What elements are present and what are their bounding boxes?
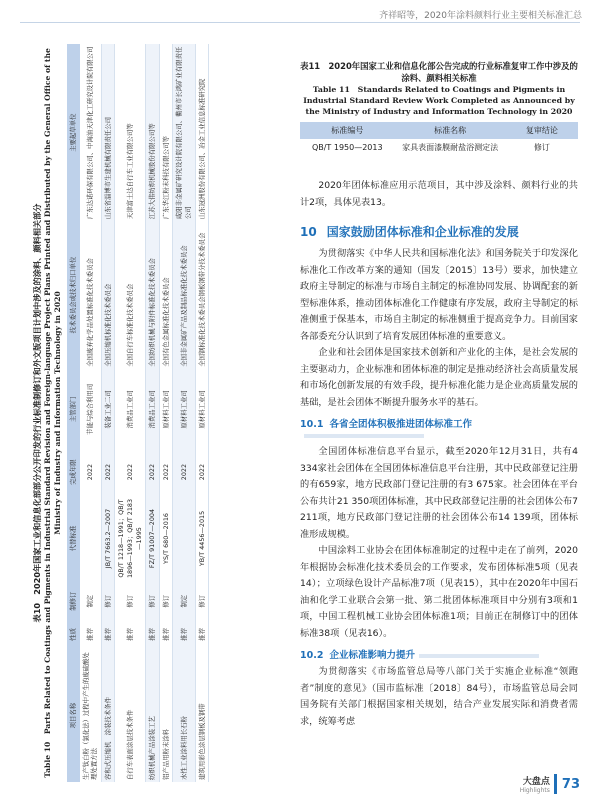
- cell-drafter: 山东省淄博市生建机械有限责任公司: [101, 44, 115, 221]
- table11: [300, 122, 578, 156]
- table11-caption-cn: 表11 2020年国家工业和信息化部公告完成的行业标准复审工作中涉及的涂料、颜料相关标准: [300, 61, 578, 83]
- table11-header: 标准编号: [300, 122, 395, 139]
- cell-drafter: 天津富士达自行车工业有限公司等: [115, 44, 146, 221]
- cell-replace: [80, 494, 102, 583]
- cell-name: 家具表面漆膜耐盐浴测定法: [402, 143, 499, 152]
- footer-brand-cn: 大盘点: [522, 777, 550, 787]
- table10-header: 代替标准: [67, 494, 80, 583]
- table-row: [146, 44, 160, 782]
- section-title: 国家鼓励团体标准和企业标准的发展: [326, 225, 519, 239]
- table11-header-row: [300, 122, 578, 139]
- cell-nature: 推荐: [173, 620, 195, 650]
- cell-dept: 原材料工业司: [173, 369, 195, 450]
- cell-name: 水性工业涂料用长石粉: [173, 649, 195, 782]
- cell-code: QB/T 1950—2013: [311, 143, 383, 152]
- cell-drafter: 山东冠洲股份有限公司、冶金工业信息标准研究院: [195, 44, 209, 221]
- cell-dept: 原材料工业司: [195, 369, 209, 450]
- table10-caption-en: Table 10 Parts Related to Coatings and Pigments in Industrial Standard Revision and Foreign-language Project Plans Printed and Distributed by the General Office of the Ministry of Industry and Information Technology in 2020: [43, 48, 62, 778]
- table11-header: 复审结论: [506, 122, 578, 139]
- cell-tc: 全国钢标准化技术委员会钢板钢带分技术委员会: [195, 221, 209, 369]
- table-row: [195, 44, 209, 782]
- table10-header: 主管部门: [67, 369, 80, 450]
- heading-decoration: [304, 434, 424, 438]
- table10: [67, 44, 209, 782]
- page-footer: [520, 774, 580, 794]
- cell-replace: YS/T 680—2016: [159, 494, 173, 583]
- heading-decoration: [419, 654, 539, 658]
- cell-type: 修订: [146, 583, 160, 620]
- cell-dept: 原材料工业司: [159, 369, 173, 450]
- cell-replace: JB/T 7663.2—2007: [101, 494, 115, 583]
- table-row: [173, 44, 195, 782]
- paragraph: 为贯彻落实《中华人民共和国标准化法》和国务院关于印发深化标准化工作改革方案的通知（国发〔2015〕13号）要求，加快建立政府主导制定的标准与市场自主制定的标准协同发展、协调配套的新型标准体系，推动团体标准化工作健康有序发展，政府主导制定的标准侧重于保基本，市场自主制定的标准侧重于提高竞争力。目前国家各部委充分认识到了培育发展团体标准的重要意义。: [300, 248, 578, 342]
- table11-caption-en: Table 11 Standards Related to Coatings and Pigments in Industrial Standard Review Work Completed as Announced by the Ministry of Industry and Information Technology in 2020: [303, 85, 575, 116]
- cell-nature: 推荐: [195, 620, 209, 650]
- cell-drafter: 广东达诺环保有限公司、中海油天津化工研究设计院有限公司: [80, 44, 102, 221]
- cell-replace: FZ/T 91007—2004: [146, 494, 160, 583]
- table-row: [80, 44, 102, 782]
- paragraph: 全国团体标准信息平台显示，截至2020年12月31日，共有4 334家社会团体在全国团体标准信息平台注册，其中民政部登记注册的有659家，地方民政部门登记注册的有3 675家。社会团体在平台公布共计21 350项团体标准，其中民政部登记注册的社会团体公布7 211项，地方民政部门登记注册的社会团体公布14 139项，团体标准形成规模。: [300, 446, 578, 540]
- table-row: [159, 44, 173, 782]
- running-header: 齐祥昭等，2020年涂料颜料行业主要相关标准汇总: [379, 11, 582, 21]
- main-column: [300, 60, 578, 730]
- cell-replace: QB/T 1218—1991；QB/T 1896—1993；QB/T 2183—1995: [115, 494, 146, 583]
- cell-dept: 消费品工业司: [146, 369, 160, 450]
- cell-tc: 全国纺织机械与附件标准化技术委员会: [146, 221, 160, 369]
- cell-name: 纺织机械产品涂装工艺: [146, 649, 160, 782]
- cell-nature: 推荐: [101, 620, 115, 650]
- header-divider: [20, 22, 580, 23]
- subsection-title: 各省全团体积极推进团体标准工作: [329, 419, 472, 430]
- cell-drafter: 江苏大伟纺织机械股份有限公司等: [146, 44, 160, 221]
- cell-drafter: 广东华江粉末科技有限公司等: [159, 44, 173, 221]
- subsection-number: 10.1: [300, 419, 324, 430]
- cell-name: 生产钛白粉（氯化法）过程中产生的废硫酸处理处置方法: [80, 649, 102, 782]
- cell-year: 2022: [115, 450, 146, 494]
- table10-header: 完成年限: [67, 450, 80, 494]
- cell-year: 2022: [173, 450, 195, 494]
- table10-header-row: [67, 44, 80, 782]
- cell-tc: 全国非金属矿产品及制品标准化技术委员会: [173, 221, 195, 369]
- table-row: [101, 44, 115, 782]
- cell-replace: [173, 494, 195, 583]
- section-number: 10: [300, 225, 317, 239]
- table-row: [300, 139, 578, 156]
- table10-header: 主要起草单位: [67, 44, 80, 221]
- cell-type: 制定: [173, 583, 195, 620]
- cell-type: 修订: [159, 583, 173, 620]
- cell-year: 2022: [80, 450, 102, 494]
- paragraph: 为贯彻落实《市场监管总局等八部门关于实施企业标准“领跑者”制度的意见》（国市监标准〔2018〕84号），市场监管总局会同国务院有关部门根据国家相关规划，结合产业发展实际和消费者需求，统筹考虑: [300, 666, 578, 727]
- page-number: 73: [561, 776, 580, 792]
- footer-bar: [554, 774, 557, 794]
- cell-type: 修订: [195, 583, 209, 620]
- table10-header: 项目名称: [67, 649, 80, 782]
- subsection-title: 企业标准影响力提升: [329, 650, 415, 661]
- cell-type: 修订: [115, 583, 146, 620]
- cell-result: 修订: [533, 143, 550, 152]
- cell-replace: YB/T 4456—2015: [195, 494, 209, 583]
- section-heading: [300, 223, 578, 240]
- table10-header: 技术委员会或技术归口单位: [67, 221, 80, 369]
- cell-year: 2022: [159, 450, 173, 494]
- table10-rotated: [30, 44, 285, 782]
- cell-year: 2022: [146, 450, 160, 494]
- footer-brand-en: Highlights: [519, 787, 550, 794]
- cell-name: 容积式压缩机 涂装技术条件: [101, 649, 115, 782]
- table10-header: 性质: [67, 620, 80, 650]
- cell-nature: 推荐: [80, 620, 102, 650]
- subsection-number: 10.2: [300, 650, 324, 661]
- cell-year: 2022: [101, 450, 115, 494]
- cell-tc: 全国废弃化学品处置标准化技术委员会: [80, 221, 102, 369]
- cell-tc: 全国有色金属标准化技术委员会: [159, 221, 173, 369]
- cell-name: 建筑用彩色涂层钢板及钢带: [195, 649, 209, 782]
- table-row: [115, 44, 146, 782]
- table10-caption-cn: 表10 2020年国家工业和信息化部部分公开印发的行业标准制修订和外文版项目计划中涉及的涂料、颜料相关部分: [32, 203, 42, 623]
- table11-header: 标准名称: [395, 122, 506, 139]
- cell-nature: 推荐: [146, 620, 160, 650]
- subsection-heading: [300, 647, 578, 661]
- paragraph: 企业和社会团体是国家技术创新和产业化的主体，是社会发展的主要驱动力，企业标准和团体标准的制定是推动经济社会高质量发展和市场化创新发展的有效手段，提升标准化能力是企业高质量发展的基础，是社会团体不断提升服务水平的基石。: [300, 347, 578, 408]
- cell-dept: 节能与综合利用司: [80, 369, 102, 450]
- cell-nature: 推荐: [115, 620, 146, 650]
- cell-type: 制定: [80, 583, 102, 620]
- cell-name: 自行车表面涂层技术条件: [115, 649, 146, 782]
- cell-dept: 消费品工业司: [115, 369, 146, 450]
- cell-nature: 推荐: [159, 620, 173, 650]
- footer-brand: [520, 774, 550, 794]
- cell-tc: 全国自行车标准化技术委员会: [115, 221, 146, 369]
- cell-name: 铝产品用粉末涂料: [159, 649, 173, 782]
- table10-area: [30, 44, 285, 782]
- subsection-heading: [300, 416, 578, 441]
- paragraph: 中国涂料工业协会在团体标准制定的过程中走在了前列，2020年根据协会标准化技术委员会的工作要求，发布团体标准5项（见表14）；立项绿色设计产品标准7项（见表15），其中在2020年中国石油和化学工业联合会第一批、第二批团体标准项目中分别有3项和1项，中国工程机械工业协会团体标准1项；目前正在制修订中的团体标准38项（见表16）。: [300, 545, 578, 639]
- cell-tc: 全国压缩机标准化技术委员会: [101, 221, 115, 369]
- paragraph: 2020年团体标准应用示范项目，其中涉及涂料、颜料行业的共计2项，具体见表13。: [300, 180, 578, 208]
- cell-drafter: 咸阳非金属矿研究设计院有限公司、衢州市长鸿矿业有限责任公司: [173, 44, 195, 221]
- cell-year: 2022: [195, 450, 209, 494]
- table10-header: 制修订: [67, 583, 80, 620]
- cell-type: 修订: [101, 583, 115, 620]
- cell-dept: 装备工业二司: [101, 369, 115, 450]
